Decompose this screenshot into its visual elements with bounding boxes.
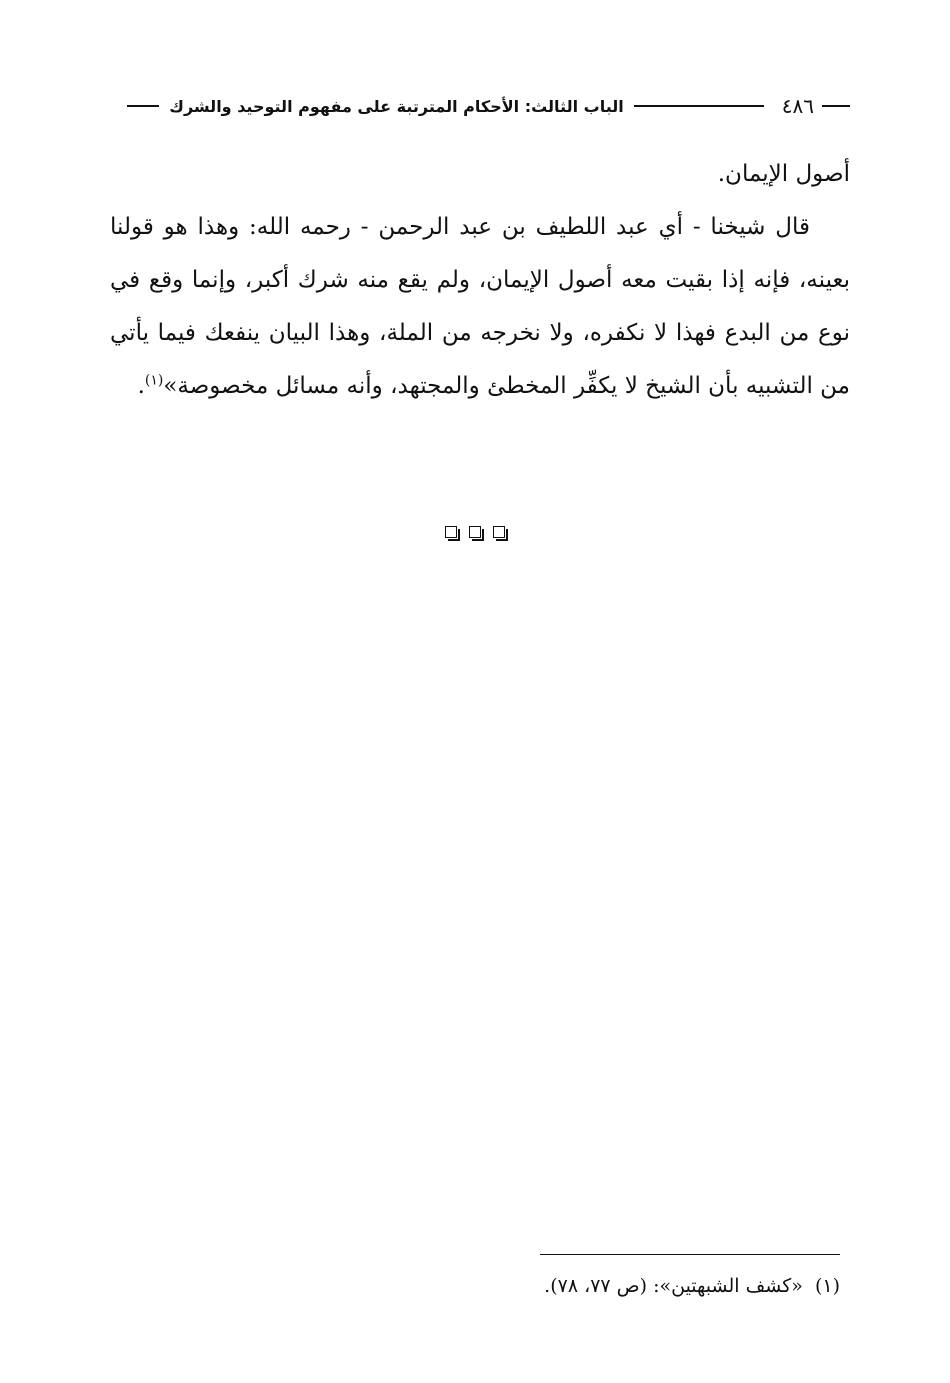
running-header bbox=[110, 90, 850, 122]
paragraph-quote-text: قال شيخنا - أي عبد اللطيف بن عبد الرحمن - رحمه الله: وهذا هو قولنا بعينه، فإنه إذا بقيت معه أصول الإيمان، ولم يقع منه شرك أكبر، وإنما وقع في نوع من البدع فهذا لا نكفره، ولا نخرجه من الملة، وهذا البيان ينفعك فيما يأتي من التشبيه بأن الشيخ لا يكفِّر المخطئ والمجتهد، وأنه مسائل مخصوصة» bbox=[110, 214, 850, 399]
footnote-number: (١) bbox=[814, 1275, 840, 1297]
header-rule-left bbox=[127, 105, 159, 107]
footnote-text: «كشف الشبهتين»: (ص ٧٧، ٧٨). bbox=[544, 1275, 803, 1297]
header-rule-middle bbox=[634, 105, 764, 107]
paragraph-continuation: أصول الإيمان. bbox=[717, 161, 850, 187]
footnote-reference[interactable]: (١) bbox=[144, 372, 164, 389]
chapter-title: الباب الثالث: الأحكام المترتبة على مفهوم التوحيد والشرك bbox=[169, 96, 624, 116]
body-text bbox=[110, 148, 850, 413]
separator-square-icon bbox=[445, 526, 457, 538]
separator-square-icon bbox=[469, 526, 481, 538]
separator-square-icon bbox=[493, 526, 505, 538]
footnote-divider bbox=[540, 1254, 840, 1255]
paragraph-quote-end: . bbox=[137, 373, 145, 399]
header-rule-right bbox=[822, 105, 850, 107]
section-separator bbox=[0, 526, 950, 538]
paragraph-quote bbox=[110, 201, 850, 413]
page-number: ٤٨٦ bbox=[781, 94, 814, 118]
footnote bbox=[100, 1268, 840, 1304]
